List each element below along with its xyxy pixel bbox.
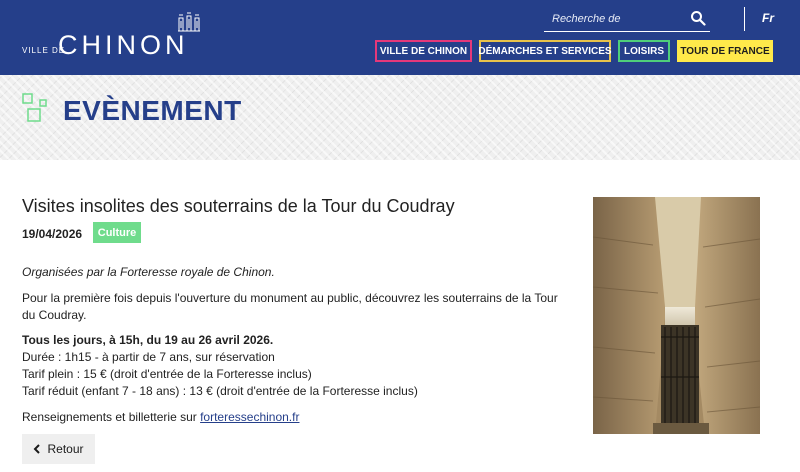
page-title: EVÈNEMENT <box>63 95 242 126</box>
underground-corridor-photo <box>593 197 760 434</box>
chevron-left-icon <box>33 444 41 454</box>
info-prefix: Renseignements et billetterie sur <box>22 410 201 424</box>
nav-loisirs[interactable]: LOISIRS <box>618 40 670 62</box>
nav-demarches-et-services[interactable]: DÉMARCHES ET SERVICES <box>479 40 611 62</box>
back-label: Retour <box>47 442 84 456</box>
logo-name: CHINON <box>58 30 189 60</box>
search-icon[interactable] <box>690 10 706 26</box>
category-badge[interactable]: Culture <box>93 222 141 243</box>
event-date: 19/04/2026 <box>22 227 83 241</box>
event-reduced-price: Tarif réduit (enfant 7 - 18 ans) : 13 € (droit d'entrée de la Forteresse inclus) <box>22 384 418 398</box>
ticketing-link[interactable]: forteressechinon.fr <box>200 410 300 424</box>
event-duration: Durée : 1h15 - à partir de 7 ans, sur réservation <box>22 350 275 364</box>
event-schedule: Tous les jours, à 15h, du 19 au 26 avril 2026. <box>22 333 274 347</box>
search-input[interactable] <box>552 10 682 28</box>
header-divider <box>744 7 745 31</box>
site-header <box>0 0 800 75</box>
language-selector[interactable]: Fr <box>762 11 774 25</box>
event-photo <box>593 197 760 434</box>
squares-decoration-icon <box>22 93 52 123</box>
event-info <box>22 409 572 426</box>
back-button[interactable] <box>22 434 95 464</box>
nav-ville-de-chinon[interactable]: VILLE DE CHINON <box>375 40 472 62</box>
site-logo[interactable] <box>22 10 187 60</box>
logo-prefix: VILLE DE <box>22 46 66 55</box>
search-bar <box>544 8 710 32</box>
nav-tour-de-france[interactable]: TOUR DE FRANCE <box>677 40 773 62</box>
event-full-price: Tarif plein : 15 € (droit d'entrée de la Forteresse inclus) <box>22 367 312 381</box>
castle-crest-icon <box>177 12 201 32</box>
page-banner <box>0 75 800 160</box>
event-intro: Pour la première fois depuis l'ouverture du monument au public, découvrez les souterrains de la Tour du Coudray. <box>22 291 558 322</box>
event-title: Visites insolites des souterrains de la Tour du Coudray <box>22 196 455 216</box>
event-organizer: Organisées par la Forteresse royale de Chinon. <box>22 265 275 279</box>
